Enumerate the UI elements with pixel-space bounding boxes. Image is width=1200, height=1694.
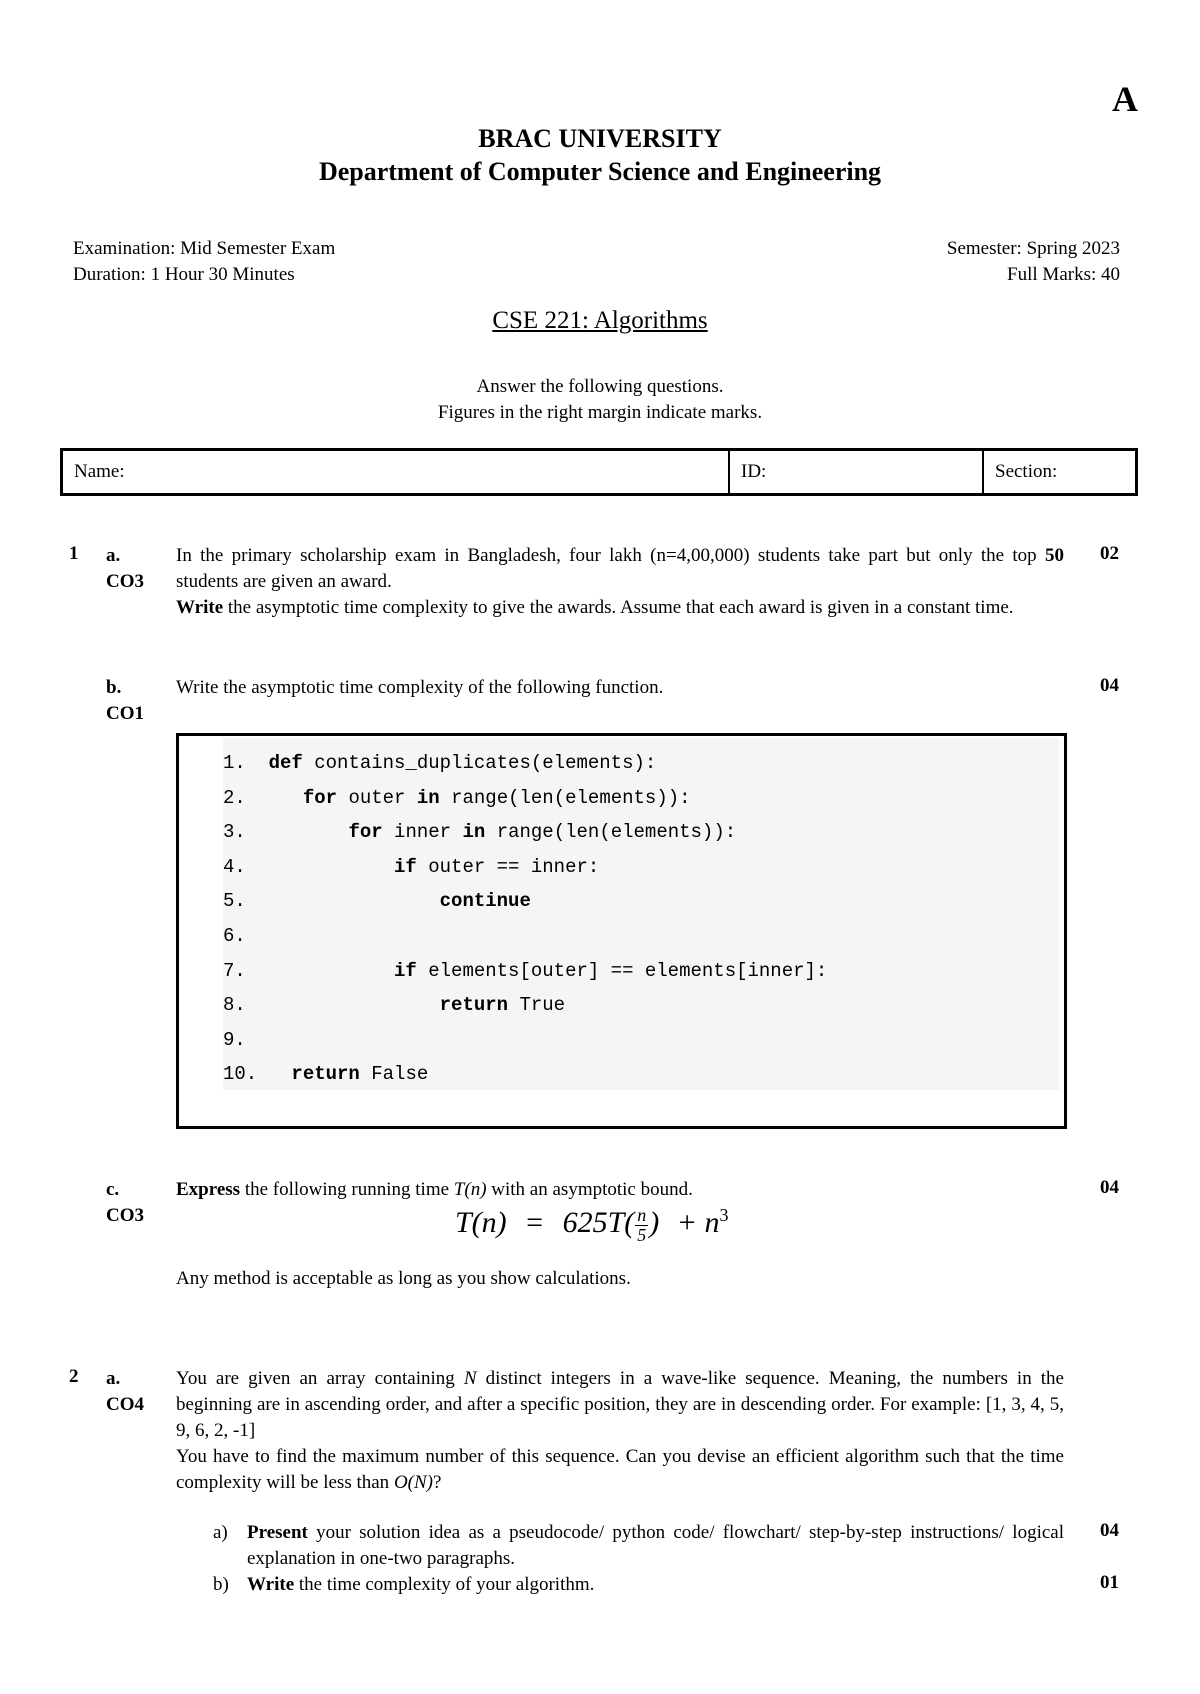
code-line: 2. for outer in range(len(elements)): <box>223 786 691 809</box>
code-line: 6. <box>223 924 269 947</box>
question-note: Any method is acceptable as long as you show calculations. <box>176 1268 631 1289</box>
instruction-line: Answer the following questions. <box>476 376 724 397</box>
code-line: 10. return False <box>223 1063 429 1086</box>
question-text: Write the asymptotic time complexity of the following function. <box>176 677 664 698</box>
subquestion-label <box>106 1366 144 1418</box>
code-line: 3. for inner in range(len(elements)): <box>223 821 737 844</box>
semester: Semester: Spring 2023 <box>946 238 1120 259</box>
student-info-box <box>60 448 1138 496</box>
exam-meta-right <box>947 236 1120 288</box>
question-text: In the primary scholarship exam in Bangladesh, four lakh (n=4,00,000) students take part but only the top 50 students are given an award. Write the asymptotic time complexity to give the awards. Assume that each award is given in a constant time. <box>176 545 1064 618</box>
question-number: 1 <box>69 543 79 564</box>
marks: 01 <box>1100 1572 1119 1593</box>
marks: 04 <box>1100 675 1119 696</box>
code-line: 1. def contains_duplicates(elements): <box>223 752 657 774</box>
question-number: 2 <box>69 1366 79 1387</box>
name-label: Name: <box>74 461 125 482</box>
subquestion-letter: c. <box>106 1179 120 1200</box>
code-listing <box>223 746 827 1092</box>
id-label: ID: <box>741 461 767 482</box>
subquestion-letter: a. <box>106 1368 121 1389</box>
id-field[interactable] <box>730 451 984 493</box>
marks: 04 <box>1100 1177 1119 1198</box>
list-item: a) Present your solution idea as a pseudocode/ python code/ flowchart/ step-by-step instructions/ logical explanation in one-two paragraphs. <box>213 1522 1064 1569</box>
subquestion-label <box>106 543 144 595</box>
exam-meta-left <box>73 236 335 288</box>
question-text: Express the following running time T(n) with an asymptotic bound. <box>176 1179 693 1200</box>
code-box <box>176 733 1067 1129</box>
name-field[interactable] <box>63 451 730 493</box>
course-outcome: CO3 <box>106 1205 144 1226</box>
course-outcome: CO4 <box>106 1394 144 1415</box>
code-line: 9. <box>223 1028 269 1051</box>
section-label: Section: <box>995 461 1058 482</box>
instruction-line: Figures in the right margin indicate marks. <box>437 402 763 423</box>
instructions <box>0 374 1200 426</box>
course-outcome: CO3 <box>106 571 144 592</box>
full-marks: Full Marks: 40 <box>1007 264 1120 285</box>
code-line: 7. if elements[outer] == elements[inner]: <box>223 959 828 982</box>
fraction: $\frac{n}{5}$ <box>637 1204 647 1245</box>
code-line: 4. if outer == inner: <box>223 855 600 878</box>
recurrence-formula: T(n) = 625T( $\frac{n}{5}$ ) + $n^3$ <box>455 1204 729 1245</box>
code-line: 8. return True <box>223 994 566 1017</box>
subquestion-label <box>106 675 144 727</box>
marks: 02 <box>1100 543 1119 564</box>
subitem-list <box>213 1520 1064 1598</box>
exam-duration: Duration: 1 Hour 30 Minutes <box>73 264 295 285</box>
course-outcome: CO1 <box>106 703 144 724</box>
course-title: CSE 221: Algorithms <box>492 307 708 334</box>
subquestion-letter: b. <box>106 677 122 698</box>
university-name: BRAC UNIVERSITY <box>478 124 722 153</box>
list-item: b) Write the time complexity of your algorithm. <box>213 1574 595 1595</box>
section-field[interactable] <box>984 451 1135 493</box>
subquestion-label <box>106 1177 144 1229</box>
department-name: Department of Computer Science and Engineering <box>318 157 882 186</box>
marks: 04 <box>1100 1520 1119 1541</box>
subquestion-letter: a. <box>106 545 121 566</box>
examination-type: Examination: Mid Semester Exam <box>73 238 336 259</box>
exam-set-label: A <box>1112 79 1138 119</box>
question-text: You are given an array containing N distinct integers in a wave-like sequence. Meaning, the numbers in the beginning are in ascending order, and after a specific position, they are in descending order. For example: [1, 3, 4, 5, 9, 6, 2, -1] You have to find the maximum number of this sequence. Can you devise an efficient algorithm such that the time complexity will be less than O(N)? <box>176 1368 1064 1493</box>
code-line: 5. continue <box>223 890 531 913</box>
